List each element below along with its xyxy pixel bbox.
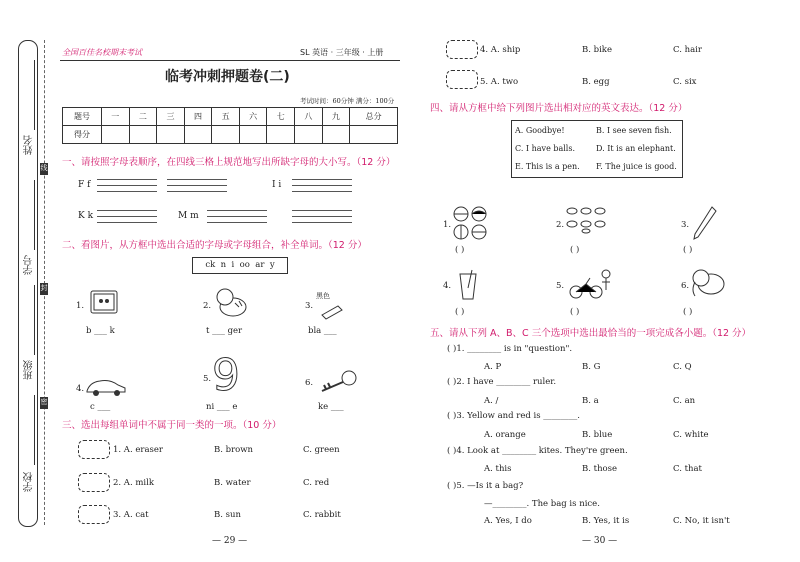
option-a: 5. A. two	[480, 77, 519, 87]
answer-box[interactable]	[78, 505, 110, 524]
writing-grid[interactable]	[97, 174, 157, 192]
section1-title: 一、请按照字母表顺序，在四线三格上规范地写出所缺字母的大小写。（12 分）	[62, 157, 396, 168]
table-header: 题号	[63, 108, 102, 126]
section2-title: 二、看图片，从方框中选出合适的字母或字母组合，补全单词。（12 分）	[62, 240, 367, 251]
option-b: B. a	[582, 396, 599, 406]
table-header: 八	[295, 108, 323, 126]
option-b: B. G	[582, 362, 601, 372]
line-mark: 线	[40, 163, 48, 175]
answer-paren[interactable]: ( )	[570, 307, 580, 317]
series-name: 全国百佳名校期末考试	[62, 48, 142, 57]
question: ( )5. —Is it a bag?	[447, 481, 524, 491]
word-blank: t ___ ger	[206, 326, 243, 336]
item-number: 6.	[305, 378, 314, 388]
item-number: 1.	[443, 220, 452, 230]
choices-box	[511, 120, 683, 178]
question: ( )4. Look at ________ kites. They're green.	[447, 446, 628, 456]
word-blank: b ___ k	[86, 326, 115, 336]
option-a: 3. A. cat	[113, 510, 149, 520]
score-cell[interactable]	[102, 126, 130, 144]
table-header: 二	[129, 108, 157, 126]
black-text-label: 黑色	[316, 292, 330, 300]
score-cell[interactable]	[157, 126, 185, 144]
section5-title: 五、请从下列 A、B、C 三个选项中选出最恰当的一项完成各小题。（12 分）	[430, 328, 752, 339]
nine-digit: 9	[212, 350, 240, 401]
option-b: B. blue	[582, 430, 613, 440]
option-b: B. bike	[582, 45, 612, 55]
answer-box[interactable]	[78, 473, 110, 492]
choice-c: C. I have balls.	[515, 144, 575, 153]
subject-info: SL 英语 · 三年级 · 上册	[300, 48, 384, 57]
crayon-icon	[318, 303, 346, 321]
option-c: C. rabbit	[303, 510, 341, 520]
elephant-icon	[689, 266, 729, 300]
page-number-right: — 30 —	[582, 536, 618, 546]
option-a: A. this	[484, 464, 512, 474]
letter-ii: I i	[272, 180, 282, 190]
answer-paren[interactable]: ( )	[455, 307, 465, 317]
answer-paren[interactable]: ( )	[570, 245, 580, 255]
exam-info: 考试时间：60分钟 满分：100分	[300, 97, 395, 105]
writing-grid[interactable]	[167, 174, 227, 192]
seal-mark: 封	[40, 283, 48, 295]
item-number: 3.	[305, 301, 314, 311]
word-blank: c ___	[90, 402, 111, 412]
option-b: B. sun	[214, 510, 241, 520]
item-number: 6.	[681, 281, 690, 291]
score-cell[interactable]	[267, 126, 295, 144]
score-cell[interactable]	[239, 126, 267, 144]
option-b: B. those	[582, 464, 618, 474]
letter-ff: F f	[78, 180, 91, 190]
section3-title: 三、选出每组单词中不属于同一类的一项。（10 分）	[62, 420, 282, 431]
choice-d: D. It is an elephant.	[596, 144, 676, 153]
option-a: 1. A. eraser	[113, 445, 163, 455]
item-number: 2.	[556, 220, 565, 230]
option-c: C. six	[673, 77, 697, 87]
score-cell[interactable]	[295, 126, 323, 144]
item-number: 4.	[443, 281, 452, 291]
table-header: 一	[102, 108, 130, 126]
answer-box[interactable]	[78, 440, 110, 459]
option-b: B. water	[214, 478, 251, 488]
choice-b: B. I see seven fish.	[596, 126, 672, 135]
section4-title: 四、请从方框中给下列图片选出相对应的英文表达。（12 分）	[430, 103, 688, 114]
writing-grid[interactable]	[292, 205, 352, 223]
answer-paren[interactable]: ( )	[455, 245, 465, 255]
word-blank: ke ___	[318, 402, 344, 412]
word-blank: bla ___	[308, 326, 337, 336]
option-c: C. No, it isn't	[673, 516, 730, 526]
fish-icon	[564, 204, 610, 234]
table-header: 六	[239, 108, 267, 126]
option-c: C. red	[303, 478, 330, 488]
name-label: 姓名	[24, 135, 35, 155]
answer-paren[interactable]: ( )	[683, 245, 693, 255]
option-c: C. hair	[673, 45, 702, 55]
score-table	[62, 107, 398, 144]
writing-grid[interactable]	[207, 205, 267, 223]
answer-box[interactable]	[446, 70, 478, 89]
writing-grid[interactable]	[97, 205, 157, 223]
question: ( )3. Yellow and red is ________.	[447, 411, 580, 421]
score-cell[interactable]	[212, 126, 240, 144]
car-icon	[84, 376, 128, 398]
sidebar	[18, 40, 38, 527]
question: ( )1. ________ is in "question".	[447, 344, 573, 354]
item-number: 2.	[203, 301, 212, 311]
tiger-icon	[213, 285, 249, 319]
table-header: 总分	[350, 108, 398, 126]
score-cell[interactable]	[129, 126, 157, 144]
book-icon	[88, 287, 122, 317]
option-c: C. an	[673, 396, 696, 406]
table-header: 三	[157, 108, 185, 126]
option-c: C. that	[673, 464, 702, 474]
question: ( )2. I have ________ ruler.	[447, 377, 557, 387]
option-a: A. /	[484, 396, 499, 406]
juice-icon	[454, 268, 482, 302]
score-cell[interactable]	[322, 126, 350, 144]
page-title: 临考冲刺押题卷(二)	[165, 69, 290, 85]
option-a: A. P	[484, 362, 502, 372]
balls-icon	[451, 204, 491, 242]
item-number: 4.	[76, 384, 85, 394]
item-number: 1.	[76, 301, 85, 311]
score-cell[interactable]	[184, 126, 212, 144]
option-a: 2. A. milk	[113, 478, 155, 488]
score-row-label: 得分	[63, 126, 102, 144]
key-icon	[316, 369, 360, 395]
item-number: 5.	[203, 374, 212, 384]
option-b: B. brown	[214, 445, 254, 455]
word-blank: ni ___ e	[206, 402, 238, 412]
option-b: B. egg	[582, 77, 610, 87]
option-c: C. green	[303, 445, 340, 455]
option-b: B. Yes, it is	[582, 516, 630, 526]
table-header: 五	[212, 108, 240, 126]
writing-grid[interactable]	[292, 174, 352, 192]
option-c: C. white	[673, 430, 709, 440]
item-number: 3.	[681, 220, 690, 230]
pen-icon	[690, 204, 720, 242]
page-number-left: — 29 —	[212, 536, 248, 546]
option-c: C. Q	[673, 362, 692, 372]
answer-box[interactable]	[446, 40, 478, 59]
letter-kk: K k	[78, 211, 94, 221]
answer-paren[interactable]: ( )	[683, 307, 693, 317]
score-cell[interactable]	[350, 126, 398, 144]
option-a: 4. A. ship	[480, 45, 521, 55]
letter-mm: M m	[178, 211, 199, 221]
boy-bike-icon	[566, 266, 614, 300]
table-header: 四	[184, 108, 212, 126]
secret-mark: 密	[40, 397, 48, 409]
option-a: A. Yes, I do	[484, 516, 532, 526]
table-header: 九	[322, 108, 350, 126]
student-id-label: 学号	[24, 255, 35, 275]
item-number: 5.	[556, 281, 565, 291]
option-a: A. orange	[484, 430, 526, 440]
table-header: 七	[267, 108, 295, 126]
letter-options-box: ck n i oo ar y	[192, 257, 288, 274]
choice-f: F. The juice is good.	[596, 162, 677, 171]
choice-e: E. This is a pen.	[515, 162, 580, 171]
question-line2: —________. The bag is nice.	[484, 499, 600, 509]
choice-a: A. Goodbye!	[515, 126, 565, 135]
school-label: 学校	[24, 472, 35, 492]
class-label: 班级	[24, 360, 35, 380]
